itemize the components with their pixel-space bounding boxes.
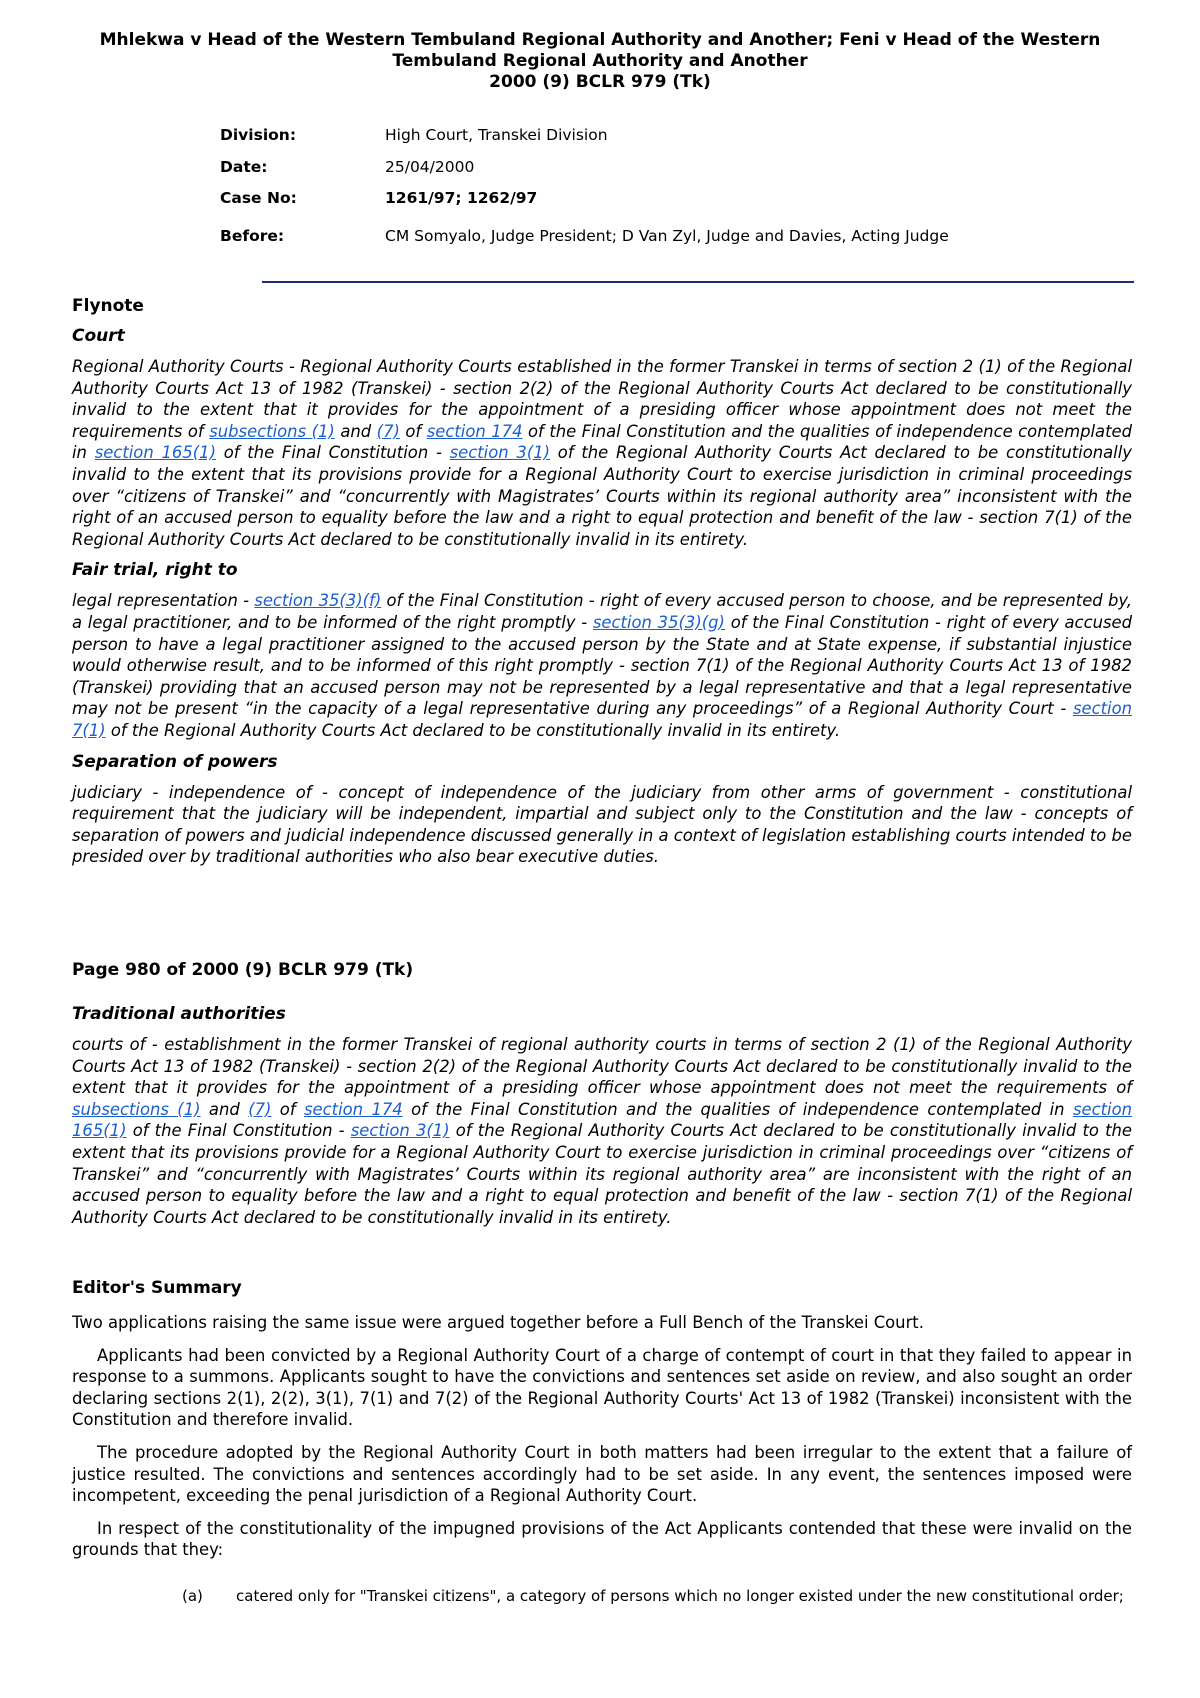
link-section-174[interactable]: section 174	[304, 1099, 403, 1119]
title-line-2: Tembuland Regional Authority and Another	[392, 51, 808, 71]
date-value: 25/04/2000	[385, 158, 475, 176]
separation-heading: Separation of powers	[72, 751, 278, 772]
traditional-heading: Traditional authorities	[72, 1004, 286, 1024]
link-subsection-7[interactable]: (7)	[376, 421, 400, 441]
citation: 2000 (9) BCLR 979 (Tk)	[489, 72, 711, 92]
link-section-35-3-f[interactable]: section 35(3)(f)	[254, 591, 382, 611]
case-number-value: 1261/97; 1262/97	[385, 189, 538, 207]
traditional-paragraph: courts of - establishment in the former Transkei of regional authority courts in terms of section 2 (1) of the Regional Authority Courts Act 13 of 1982 (Transkei) - section 2(2) of the Regional Authority Courts Act declared to be constitutionally invalid to the extent that it provides for the appointment of a presiding officer whose appointment does not meet the requirements of subsections (1) and (7) of section 174 of the Final Constitution and the qualities of independence contemplated in section 165(1) of the Final Constitution - section 3(1) of the Regional Authority Courts Act declared to be constitutionally invalid to the extent that its provisions provide for a Regional Authority Court to exercise jurisdiction in criminal proceedings over “citizens of Transkei” and “concurrently with Magistrates’ Courts within its regional authority area” are inconsistent with the right of an accused person to equality before the law and a right to equal protection and benefit of the law - section 7(1) of the Regional Authority Courts Act declared to be constitutionally invalid in its entirety.	[72, 1035, 1133, 1227]
division-label: Division:	[220, 126, 297, 144]
link-section-35-3-g[interactable]: section 35(3)(g)	[592, 612, 725, 632]
title-line-1: Mhlekwa v Head of the Western Tembuland Regional Authority and Another; Feni v Head of the Western	[99, 30, 1101, 50]
summary-paragraph-3: The procedure adopted by the Regional Authority Court in both matters had been irregular to the extent that a failure of justice resulted. The convictions and sentences accordingly had to be set aside. In any event, the sentences imposed were incompetent, exceeding the penal jurisdiction of a Regional Authority Court.	[72, 1442, 1132, 1506]
separation-paragraph: judiciary - independence of - concept of independence of the judiciary from other arms of government - constitutional requirement that the judiciary will be independent, impartial and subject only to the Constitution and the law - concepts of separation of powers and judicial independence discussed generally in a context of legislation establishing courts intended to be presided over by traditional authorities who also bear executive duties.	[72, 782, 1132, 867]
link-section-3-1[interactable]: section 3(1)	[449, 443, 551, 463]
fair-trial-paragraph: legal representation - section 35(3)(f) of the Final Constitution - right of every accused person to choose, and be represented by, a legal practitioner, and to be informed of the right promptly - section 35(3)(g) of the Final Constitution - right of every accused person to have a legal practitioner assigned to the accused person by the State and at State expense, if substantial injustice would otherwise result, and to be informed of this right promptly - section 7(1) of the Regional Authority Courts Act 13 of 1982 (Transkei) providing that an accused person may not be represented by a legal representative and that a legal representative may not be present “in the capacity of a legal representative during any proceedings” of a Regional Authority Court - section 7(1) of the Regional Authority Courts Act declared to be constitutionally invalid in its entirety.	[72, 591, 1132, 740]
case-title	[80, 30, 1120, 93]
flynote-section	[72, 296, 1132, 868]
fair-trial-heading: Fair trial, right to	[72, 560, 238, 581]
summary-paragraph-2: Applicants had been convicted by a Regional Authority Court of a charge of contempt of court in that they failed to appear in response to a summons. Applicants sought to have the convictions and sentences set aside on review, and also sought an order declaring sections 2(1), 2(2), 3(1), 7(1) and 7(2) of the Regional Authority Courts' Act 13 of 1982 (Transkei) inconsistent with the Constitution and therefore invalid.	[72, 1345, 1132, 1430]
page-marker-block	[72, 960, 1132, 980]
before-value: CM Somyalo, Judge President; D Van Zyl, Judge and Davies, Acting Judge	[385, 227, 949, 245]
traditional-section	[72, 1004, 1132, 1228]
court-paragraph: Regional Authority Courts - Regional Authority Courts established in the former Transkei in terms of section 2 (1) of the Regional Authority Courts Act 13 of 1982 (Transkei) - section 2(2) of the Regional Authority Courts Act declared to be constitutionally invalid to the extent that it provides for the appointment of a presiding officer whose appointment does not meet the requirements of subsections (1) and (7) of section 174 of the Final Constitution and the qualities of independence contemplated in section 165(1) of the Final Constitution - section 3(1) of the Regional Authority Courts Act declared to be constitutionally invalid to the extent that its provisions provide for a Regional Authority Court to exercise jurisdiction in criminal proceedings over “citizens of Transkei” and “concurrently with Magistrates’ Courts within its regional authority area” inconsistent with the right of an accused person to equality before the law and a right to equal protection and benefit of the law - section 7(1) of the Regional Authority Courts Act declared to be constitutionally invalid in its entirety.	[72, 357, 1132, 549]
before-label: Before:	[220, 227, 285, 245]
link-section-165-1[interactable]: section 165(1)	[72, 1099, 1133, 1141]
link-section-3-1[interactable]: section 3(1)	[350, 1121, 450, 1141]
editors-summary	[72, 1278, 1132, 1561]
court-heading: Court	[72, 326, 125, 346]
summary-paragraph-1: Two applications raising the same issue were argued together before a Full Bench of the Transkei Court.	[72, 1313, 924, 1332]
list-marker: (a)	[182, 1587, 203, 1605]
link-section-165-1[interactable]: section 165(1)	[94, 443, 216, 463]
link-subsections-1[interactable]: subsections (1)	[72, 1099, 201, 1119]
division-value: High Court, Transkei Division	[385, 126, 608, 144]
summary-heading: Editor's Summary	[72, 1278, 242, 1298]
link-subsections-1[interactable]: subsections (1)	[209, 421, 335, 441]
header-divider	[262, 281, 1134, 283]
list-item-text: catered only for "Transkei citizens", a category of persons which no longer existed under the new constitutional order;	[236, 1587, 1124, 1605]
link-section-7-1[interactable]: section 7(1)	[72, 699, 1132, 740]
link-section-174[interactable]: section 174	[426, 421, 523, 441]
summary-paragraph-4: In respect of the constitutionality of the impugned provisions of the Act Applicants contended that these were invalid on the grounds that they:	[72, 1518, 1132, 1560]
list-item	[182, 1586, 1134, 1606]
case-metadata-table	[220, 118, 975, 258]
case-number-label: Case No:	[220, 189, 297, 207]
page-marker: Page 980 of 2000 (9) BCLR 979 (Tk)	[72, 960, 414, 980]
flynote-heading: Flynote	[72, 296, 144, 316]
date-label: Date:	[220, 158, 268, 176]
link-subsection-7[interactable]: (7)	[248, 1099, 272, 1119]
